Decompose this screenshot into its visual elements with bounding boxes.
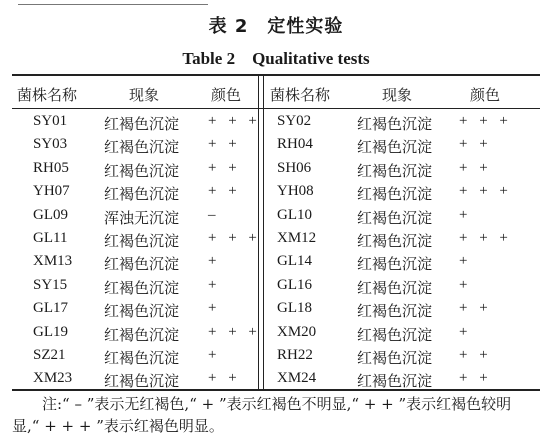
phenomenon-cell: 红褐色沉淀 <box>357 302 433 321</box>
phenomenon-cell: 红褐色沉淀 <box>357 372 433 391</box>
phenomenon-cell: 红褐色沉淀 <box>357 138 433 157</box>
phenomenon-cell: 红褐色沉淀 <box>104 115 180 133</box>
color-cell: + + + <box>459 183 512 200</box>
color-cell: + + <box>208 159 241 176</box>
table-row <box>0 323 552 346</box>
phenomenon-cell: 红褐色沉淀 <box>104 138 180 157</box>
strain-cell: GL09 <box>33 206 68 223</box>
color-cell: + + + <box>459 229 512 246</box>
table-row <box>0 299 552 322</box>
phenomenon-cell: 红褐色沉淀 <box>357 231 433 250</box>
phenomenon-cell: 红褐色沉淀 <box>357 255 433 274</box>
phenomenon-cell: 红褐色沉淀 <box>357 208 433 227</box>
header-phenomenon-left: 现象 <box>129 86 160 104</box>
color-cell: + <box>459 276 472 293</box>
strain-cell: RH04 <box>277 136 313 153</box>
phenomenon-cell: 红褐色沉淀 <box>357 278 433 297</box>
phenomenon-cell: 浑浊无沉淀 <box>104 208 180 227</box>
table-row <box>0 252 552 275</box>
table-footnote: 注:“ – ”表示无红褐色,“ + ”表示红褐色不明显,“ + + ”表示红褐色较明显,“ + + + ”表示红褐色明显。 <box>12 395 512 435</box>
phenomenon-cell: 红褐色沉淀 <box>104 161 180 180</box>
header-phenomenon-right: 现象 <box>382 86 413 104</box>
phenomenon-cell: 红褐色沉淀 <box>104 325 180 344</box>
color-cell: + + <box>208 183 241 200</box>
color-cell: + + <box>208 136 241 153</box>
table-row <box>0 159 552 182</box>
strain-cell: SY02 <box>277 113 312 129</box>
phenomenon-cell: 红褐色沉淀 <box>104 372 180 391</box>
strain-cell: XM13 <box>33 253 73 270</box>
strain-cell: XM12 <box>277 229 317 246</box>
color-cell: + + <box>459 300 492 317</box>
table-row <box>0 346 552 369</box>
strain-cell: XM24 <box>277 370 317 387</box>
phenomenon-cell: 红褐色沉淀 <box>104 231 180 250</box>
strain-cell: SH06 <box>277 159 312 176</box>
header-strain-left: 菌株名称 <box>17 86 78 104</box>
color-cell: + + <box>459 136 492 153</box>
color-cell: + <box>208 346 221 363</box>
table-row <box>0 229 552 252</box>
strain-cell: GL11 <box>33 229 68 246</box>
strain-cell: GL19 <box>33 323 68 340</box>
color-cell: + + <box>208 370 241 387</box>
strain-cell: YH08 <box>277 183 314 200</box>
strain-cell: SY15 <box>33 276 68 293</box>
table-row <box>0 369 552 392</box>
color-cell: + + <box>459 370 492 387</box>
strain-cell: GL16 <box>277 276 312 293</box>
table-row <box>0 112 552 135</box>
phenomenon-cell: 红褐色沉淀 <box>357 185 433 204</box>
color-cell: + + <box>459 346 492 363</box>
cropped-previous-text <box>18 0 208 5</box>
phenomenon-cell: 红褐色沉淀 <box>357 161 433 180</box>
table-row <box>0 135 552 158</box>
table-title-chinese: 表 2 定性实验 <box>208 16 344 37</box>
strain-cell: GL17 <box>33 300 68 317</box>
color-cell: + + + <box>208 113 261 129</box>
strain-cell: GL14 <box>277 253 312 270</box>
color-cell: + <box>459 323 472 340</box>
table-header <box>0 84 552 104</box>
phenomenon-cell: 红褐色沉淀 <box>357 325 433 344</box>
phenomenon-cell: 红褐色沉淀 <box>104 255 180 274</box>
strain-cell: XM20 <box>277 323 317 340</box>
strain-cell: RH22 <box>277 346 313 363</box>
color-cell: + + <box>459 159 492 176</box>
color-cell: + + + <box>208 229 261 246</box>
strain-cell: SY03 <box>33 136 68 153</box>
strain-cell: RH05 <box>33 159 69 176</box>
header-strain-right: 菌株名称 <box>270 86 331 104</box>
phenomenon-cell: 红褐色沉淀 <box>104 302 180 321</box>
strain-cell: GL18 <box>277 300 312 317</box>
color-cell: + <box>208 276 221 293</box>
color-cell: + <box>459 253 472 270</box>
table-row <box>0 276 552 299</box>
header-color-left: 颜色 <box>211 86 242 104</box>
header-color-right: 颜色 <box>470 86 501 104</box>
phenomenon-cell: 红褐色沉淀 <box>104 348 180 367</box>
table-title-english: Table 2 Qualitative tests <box>182 49 370 68</box>
phenomenon-cell: 红褐色沉淀 <box>357 115 433 133</box>
table-body <box>0 112 552 393</box>
color-cell: + + + <box>208 323 261 340</box>
color-cell: + <box>208 300 221 317</box>
table-header-rule <box>12 108 540 109</box>
phenomenon-cell: 红褐色沉淀 <box>357 348 433 367</box>
strain-cell: GL10 <box>277 206 312 223</box>
color-cell: + <box>459 206 472 223</box>
phenomenon-cell: 红褐色沉淀 <box>104 278 180 297</box>
strain-cell: XM23 <box>33 370 73 387</box>
phenomenon-cell: 红褐色沉淀 <box>104 185 180 204</box>
table-row <box>0 182 552 205</box>
color-cell: + <box>208 253 221 270</box>
strain-cell: SY01 <box>33 113 68 129</box>
color-cell: + + + <box>459 113 512 129</box>
table-row <box>0 206 552 229</box>
strain-cell: SZ21 <box>33 346 66 363</box>
color-cell: – <box>208 206 220 223</box>
table-top-rule <box>12 74 540 76</box>
strain-cell: YH07 <box>33 183 70 200</box>
